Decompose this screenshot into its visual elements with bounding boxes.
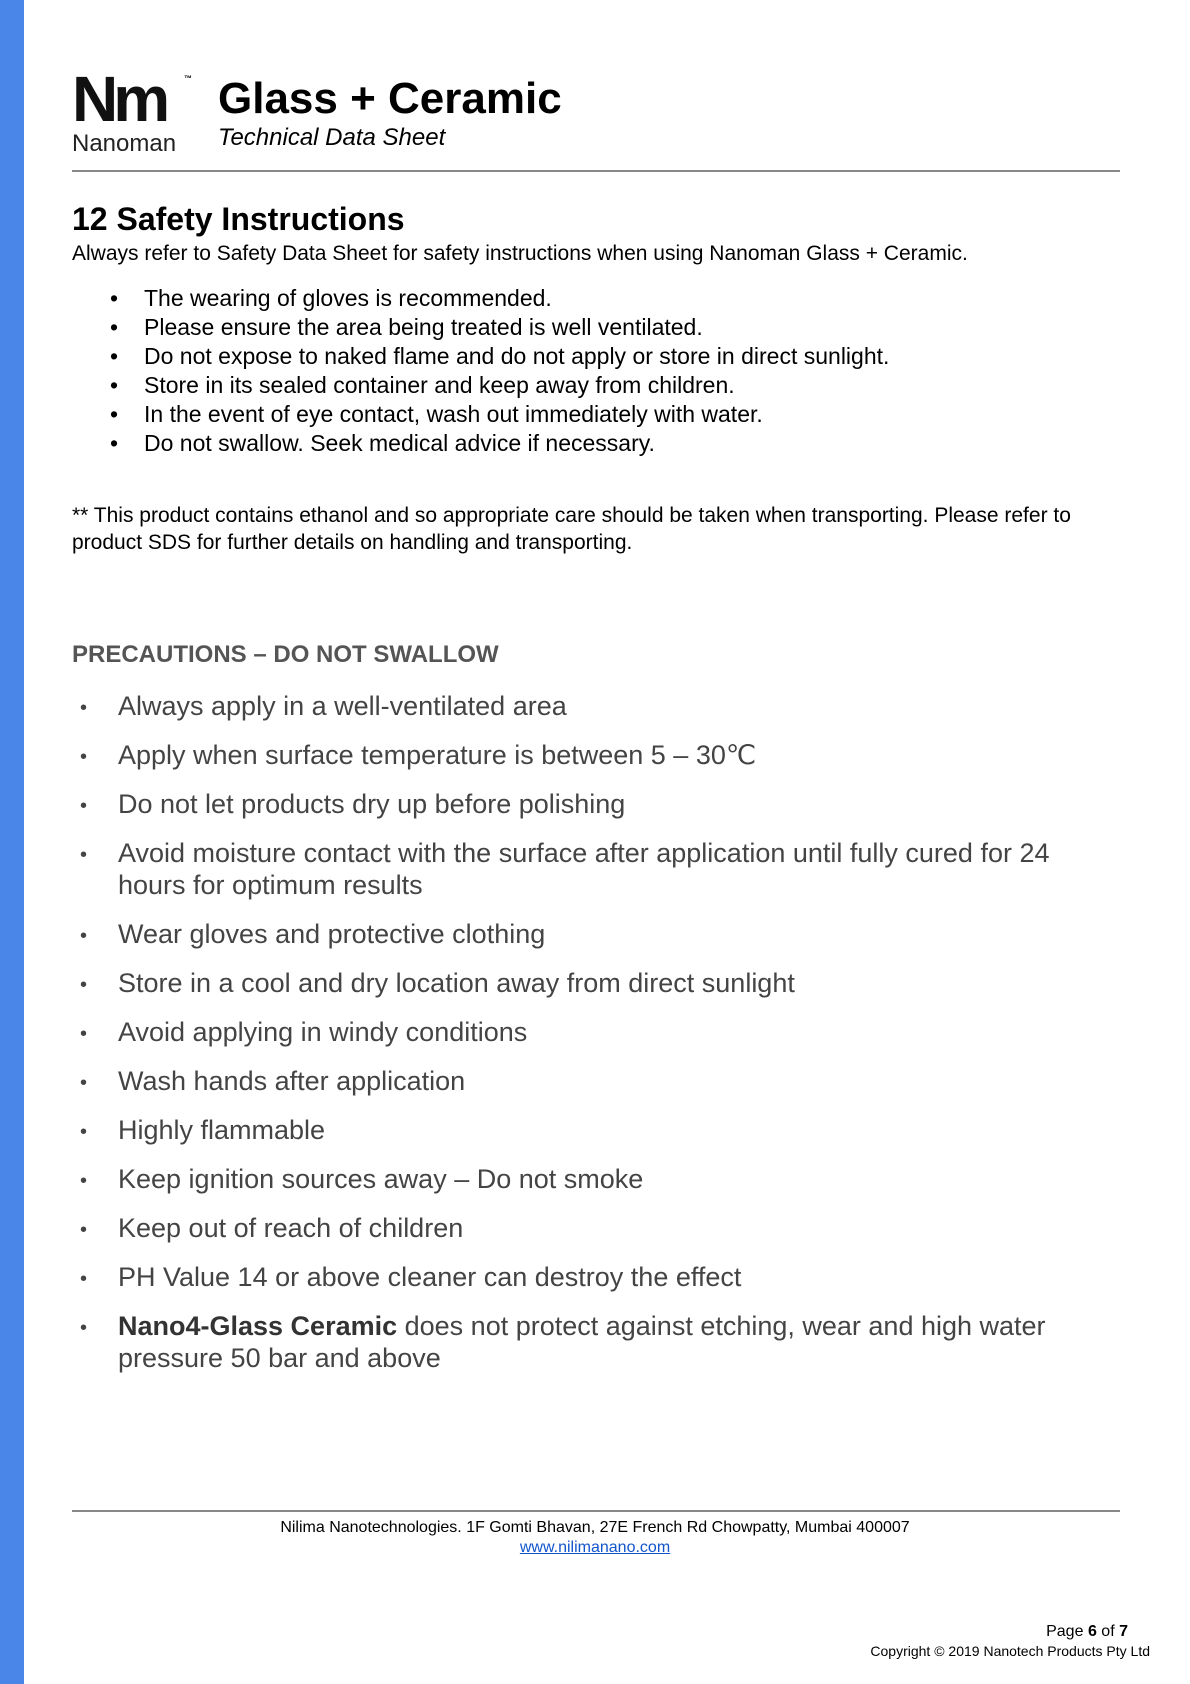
bullet-icon: •: [80, 1072, 88, 1094]
copyright-notice: Copyright © 2019 Nanotech Products Pty Ltd: [870, 1643, 1150, 1659]
list-item: • Store in a cool and dry location away from direct sunlight: [76, 967, 1076, 999]
list-item: • Apply when surface temperature is between 5 – 30℃: [76, 739, 1076, 771]
list-item: • Wear gloves and protective clothing: [76, 918, 1076, 950]
list-item: • Please ensure the area being treated is well ventilated.: [110, 314, 703, 340]
ethanol-note: ** This product contains ethanol and so appropriate care should be taken when transporting. Please refer to product SDS for further details on handling and transporting.: [72, 504, 1071, 554]
list-item: • PH Value 14 or above cleaner can destroy the effect: [76, 1261, 1076, 1293]
safety-list: [106, 284, 889, 458]
page-number: Page 6 of 7: [1046, 1623, 1128, 1640]
bullet-icon: •: [80, 1121, 88, 1143]
bullet-icon: •: [80, 1219, 88, 1241]
precautions-list: [76, 690, 1076, 1391]
list-item: • The wearing of gloves is recommended.: [110, 285, 552, 311]
logo-wordmark: Nanoman: [72, 130, 177, 157]
nanoman-logo: [72, 63, 202, 157]
bullet-icon: •: [80, 1023, 88, 1045]
list-item: • Store in its sealed container and keep away from children.: [110, 372, 735, 398]
list-item: • Wash hands after application: [76, 1065, 1076, 1097]
document-subtitle: Technical Data Sheet: [218, 124, 446, 151]
logo-mark: Nm: [72, 63, 166, 135]
bullet-icon: •: [110, 430, 119, 456]
website-link[interactable]: www.nilimanano.com: [519, 1539, 671, 1556]
bullet-icon: •: [110, 314, 119, 340]
bullet-icon: •: [110, 401, 119, 427]
section-title: 12 Safety Instructions: [72, 201, 405, 237]
bullet-icon: •: [80, 697, 88, 719]
trademark-symbol: ™: [184, 74, 192, 83]
list-item: • Highly flammable: [76, 1114, 1076, 1146]
list-item: • Do not expose to naked flame and do not apply or store in direct sunlight.: [110, 343, 890, 369]
bullet-icon: •: [80, 746, 88, 768]
left-accent-bar: [0, 0, 24, 1684]
document-title: Glass + Ceramic: [218, 74, 562, 123]
footer-divider: [72, 1510, 1120, 1512]
header-divider: [72, 170, 1120, 172]
bullet-icon: •: [110, 372, 119, 398]
footer-address: Nilima Nanotechnologies. 1F Gomti Bhavan, 27E French Rd Chowpatty, Mumbai 400007: [280, 1519, 910, 1536]
list-item: • Avoid applying in windy conditions: [76, 1016, 1076, 1048]
list-item: • Avoid moisture contact with the surface after application until fully cured for 24 hours for optimum results: [80, 838, 1050, 900]
bullet-icon: •: [80, 795, 88, 817]
section-intro: Always refer to Safety Data Sheet for safety instructions when using Nanoman Glass + Ceramic.: [72, 242, 968, 265]
bullet-icon: •: [80, 974, 88, 996]
bullet-icon: •: [80, 925, 88, 947]
precautions-title: PRECAUTIONS – DO NOT SWALLOW: [72, 641, 499, 668]
product-name: Nano4-Glass Ceramic: [118, 1311, 398, 1341]
list-item: • Do not let products dry up before polishing: [76, 788, 1076, 820]
list-item: • Do not swallow. Seek medical advice if necessary.: [110, 430, 655, 456]
bullet-icon: •: [80, 1268, 88, 1290]
list-item: • Keep ignition sources away – Do not smoke: [76, 1163, 1076, 1195]
bullet-icon: •: [80, 844, 88, 866]
list-item: • In the event of eye contact, wash out immediately with water.: [110, 401, 763, 427]
bullet-icon: •: [80, 1317, 88, 1339]
bullet-icon: •: [110, 285, 119, 311]
list-item: • Nano4-Glass Ceramic does not protect against etching, wear and high water pressure 50 bar and above: [80, 1311, 1046, 1373]
bullet-icon: •: [80, 1170, 88, 1192]
list-item: • Always apply in a well-ventilated area: [76, 690, 1076, 722]
bullet-icon: •: [110, 343, 119, 369]
list-item: • Keep out of reach of children: [76, 1212, 1076, 1244]
